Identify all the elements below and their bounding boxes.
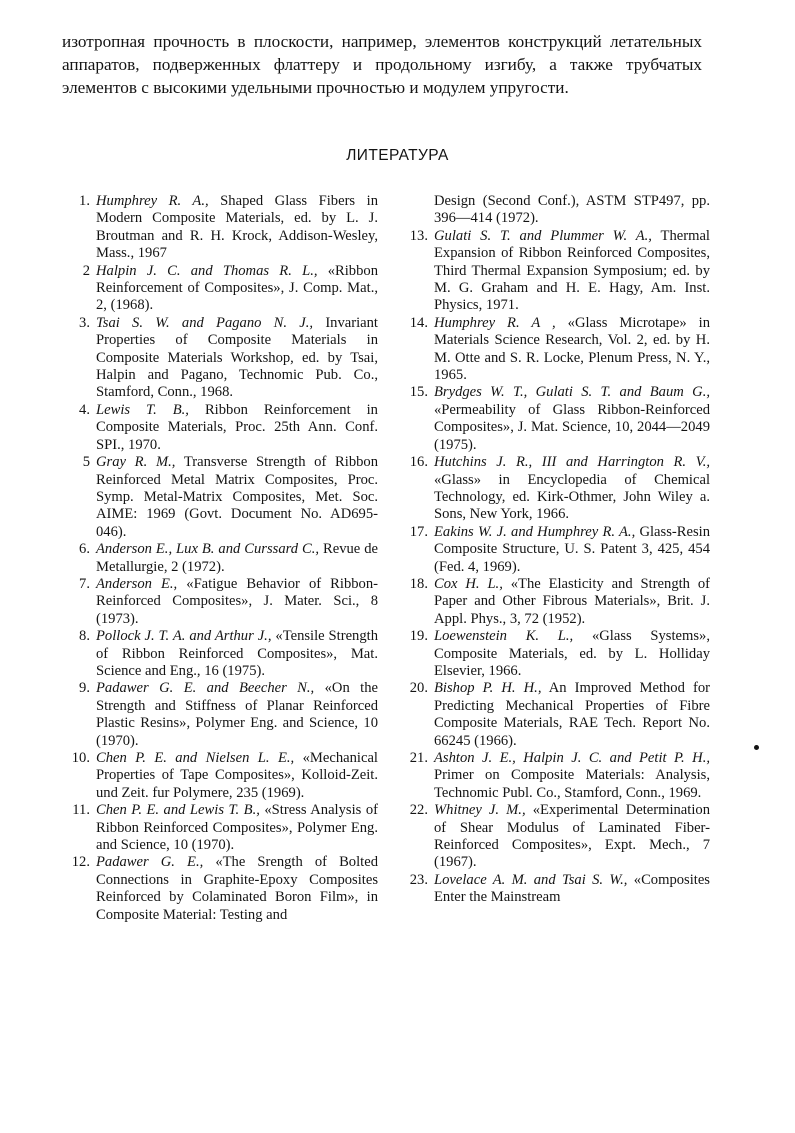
reference-authors: Tsai S. W. and Pagano N. J., [96,314,314,331]
reference-number: 11. [72,802,90,819]
reference-item [79,314,378,402]
reference-item [82,454,379,541]
reference-authors: Halpin J. C. and Thomas R. L., [96,262,318,279]
reference-item [409,628,710,680]
reference-authors: Lovelace A. M. and Tsai S. W., [434,871,628,888]
reference-text: «The Srength of Bolted Connections in Graphite-Epoxy Composites Reinforced by Colaminated Boron Film», in Composite Material: Testing and [96,854,378,923]
reference-authors: Brydges W. T., Gulati S. T. and Baum G., [434,384,710,401]
reference-text: «Fatigue Behavior of Ribbon-Reinforced Composites», J. Mater. Sci., 8 (1973). [96,575,378,627]
reference-text: «Glass Microtape» in Materials Science Research, Vol. 2, ed. by H. M. Otte and S. R. Locke, Plenum Press, N. Y., 1965. [434,314,710,384]
reference-text: Thermal Expansion of Ribbon Reinforced Composites, Third Thermal Expansion Symposium; ed. by M. G. Graham and H. E. Hagy, Am. Inst. Physics, 1971. [434,227,710,314]
reference-number: 14. [409,314,428,331]
reference-text: Revue de Metallurgie, 2 (1972). [96,541,378,575]
reference-item [409,871,710,907]
reference-text: Glass-Resin Composite Structure, U. S. Patent 3, 425, 454 (Fed. 4, 1969). [434,523,710,575]
reference-number: 3. [79,314,90,331]
reference-number: 9. [79,680,90,697]
reference-item [409,750,710,802]
reference-authors: Pollock J. T. A. and Arthur J., [96,628,272,645]
reference-number: 13. [409,227,428,244]
reference-text: Shaped Glass Fibers in Modern Composite Materials, ed. by L. J. Broutman and R. H. Krock, Addison-Wesley, Mass., 1967 [96,193,378,262]
margin-mark [754,745,759,750]
reference-text: «Tensile Strength of Ribbon Reinforced Composites», Mat. Science and Eng., 16 (1975). [96,628,378,679]
reference-authors: Hutchins J. R., III and Harrington R. V., [434,454,710,471]
reference-item [71,750,378,802]
reference-authors: Chen P. E. and Lewis T. B., [96,802,260,819]
reference-authors: Lewis T. B., [96,401,189,418]
reference-text: «Glass» in Encyclopedia of Chemical Technology, ed. Kirk-Othmer, John Wiley a. Sons, New York, 1966. [434,471,710,523]
reference-authors: Cox H. L., [434,575,503,592]
reference-item [409,227,710,315]
intro-paragraph: изотропная прочность в плоскости, например, элементов конструкций летательных аппаратов, подверженных флаттеру и продольному изгибу, а также трубчатых элементов с высокими удельными прочностью и модулем упругости. [62,32,702,98]
reference-number: 5 [82,454,90,471]
reference-text: «Permeability of Glass Ribbon-Reinforced Composites», J. Mat. Science, 10, 2044—2049 (1975). [434,401,710,453]
reference-authors: Anderson E., Lux B. and Curssard C., [96,541,320,558]
reference-authors: Humphrey R. A., [96,193,209,209]
reference-number: 8. [79,628,90,645]
reference-text: «Stress Analysis of Ribbon Reinforced Composites», Polymer Eng. and Science, 10 (1970). [96,802,378,854]
reference-authors: Bishop P. H. H., [434,680,542,697]
reference-item [409,680,710,750]
reference-number: 12. [71,854,90,871]
reference-number: 15. [409,384,428,401]
reference-text: An Improved Method for Predicting Mechanical Properties of Fibre Composite Materials, RAE Tech. Report No. 66245 (1966). [434,680,710,749]
reference-text: «Composites Enter the Mainstream [434,871,710,906]
reference-authors: Whitney J. M., [434,802,526,819]
reference-number: 19. [409,628,428,645]
reference-item [409,384,710,454]
reference-number: 17. [409,523,428,540]
reference-authors: Anderson E., [96,575,178,592]
reference-item [79,193,378,263]
reference-number: 22. [409,802,428,819]
reference-number: 1. [79,193,90,209]
reference-authors: Gray R. M., [96,454,176,471]
reference-authors: Chen P. E. and Nielsen L. E., [96,750,295,766]
reference-text: «Experimental Determination of Shear Modulus of Laminated Fiber-Reinforced Composites», Expt. Mech., 7 (1967). [434,802,710,871]
reference-item [79,541,378,576]
reference-authors: Padawer G. E., [96,854,204,871]
reference-text: «Mechanical Properties of Tape Composites», Kolloid-Zeit. und Zeit. fur Polymere, 235 (1969). [96,750,378,801]
reference-number: 4. [79,401,90,418]
reference-authors: Ashton J. E., Halpin J. C. and Petit P. H., [434,750,710,766]
reference-text: «Glass Systems», Composite Materials, ed. by L. Holliday Elsevier, 1966. [434,628,710,679]
reference-authors: Padawer G. E. and Beecher N., [96,680,315,697]
reference-authors: Loewenstein K. L., [434,628,574,645]
references-left-column [71,193,379,924]
reference-item [72,802,378,854]
reference-item [79,680,378,750]
reference-item [409,575,711,628]
reference-text: Design (Second Conf.), ASTM STP497, pp. 396—414 (1972). [434,193,710,227]
reference-text: Invariant Properties of Composite Materials in Composite Materials Workshop, ed. by Tsai, Halpin and Pagano, Technomic Pub. Co., Stamford, Conn., 1968. [96,314,378,401]
reference-item [434,193,710,228]
reference-authors: Gulati S. T. and Plummer W. A., [434,227,652,244]
references-heading: ЛИТЕРАТУРА [346,147,449,164]
reference-number: 21. [409,750,428,766]
reference-item [409,802,710,872]
reference-item [409,314,710,385]
reference-text: Ribbon Reinforcement in Composite Materials, Proc. 25th Ann. Conf. SPI., 1970. [96,401,378,453]
reference-text: «The Elasticity and Strength of Paper and Other Fibrous Materials», Brit. J. Appl. Phys., 3, 72 (1952). [434,575,711,627]
reference-item [79,401,378,454]
reference-item [82,262,378,315]
reference-number: 2 [82,262,90,279]
reference-item [79,575,378,628]
reference-number: 6. [79,541,90,558]
reference-number: 16. [409,454,428,471]
reference-number: 18. [409,575,428,592]
reference-text: Transverse Strength of Ribbon Reinforced Metal Matrix Composites, Proc. Symp. Metal-Matrix Composites, Met. Soc. AIME: 1969 (Govt. Document No. AD695-046). [96,454,379,540]
reference-authors: Eakins W. J. and Humphrey R. A., [434,523,636,540]
reference-item [409,523,710,576]
reference-number: 23. [409,871,428,888]
reference-number: 20. [409,680,428,697]
reference-text: «On the Strength and Stiffness of Planar Reinforced Plastic Resins», Polymer Eng. and Science, 10 (1970). [96,680,378,749]
reference-authors: Humphrey R. A , [434,314,556,331]
reference-item [71,854,378,924]
references-right-column [409,193,711,907]
reference-number: 7. [79,575,90,592]
reference-item [409,454,710,524]
reference-number: 10. [71,750,90,766]
reference-text: «Ribbon Reinforcement of Composites», J. Comp. Mat., 2, (1968). [96,262,378,314]
reference-text: Primer on Composite Materials: Analysis, Technomic Publ. Co., Stamford, Conn., 1969. [434,767,710,801]
reference-item [79,628,378,680]
